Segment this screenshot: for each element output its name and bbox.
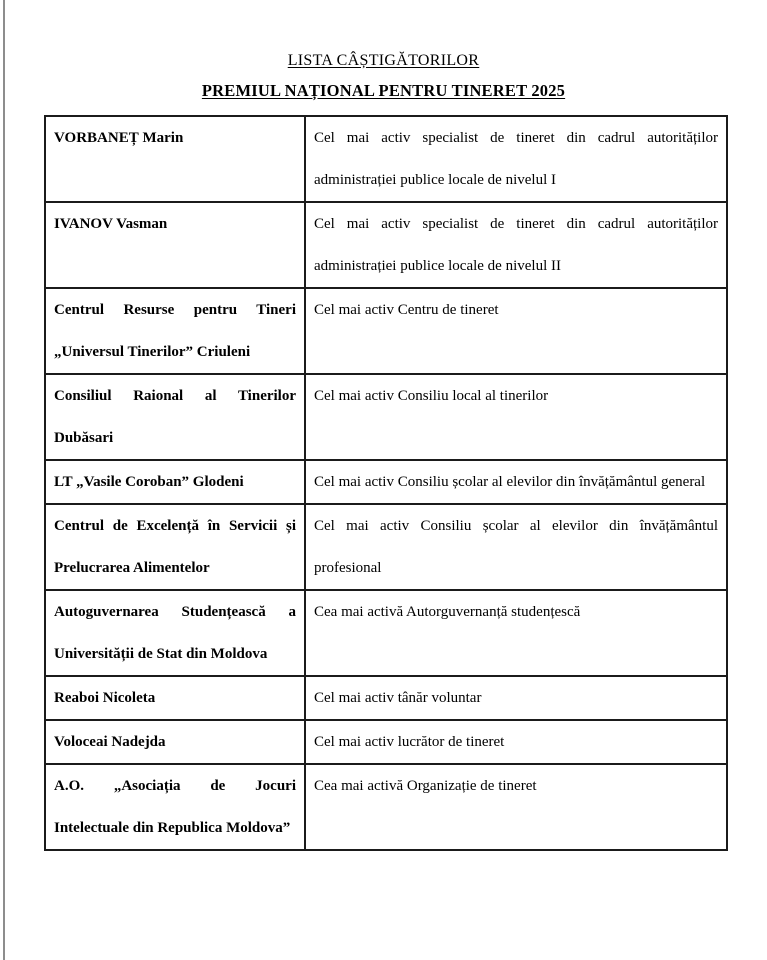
table-row <box>45 374 727 460</box>
page-edge-line <box>3 0 5 960</box>
winner-cell: VORBANEȚ Marin <box>45 116 305 202</box>
table-row <box>45 202 727 288</box>
winner-cell: Centrul Resurse pentru Tineri „Universul Tinerilor” Criuleni <box>45 288 305 374</box>
table-row <box>45 764 727 850</box>
winner-cell: A.O. „Asociația de Jocuri Intelectuale din Republica Moldova” <box>45 764 305 850</box>
award-cell: Cel mai activ specialist de tineret din cadrul autorităților administrației publice locale de nivelul I <box>305 116 727 202</box>
table-row <box>45 720 727 764</box>
winner-cell: IVANOV Vasman <box>45 202 305 288</box>
table-row <box>45 288 727 374</box>
winner-cell: Reaboi Nicoleta <box>45 676 305 720</box>
award-cell: Cea mai activă Autorguvernanță studențescă <box>305 590 727 676</box>
award-cell: Cel mai activ lucrător de tineret <box>305 720 727 764</box>
document-subtitle: PREMIUL NAȚIONAL PENTRU TINERET 2025 <box>201 81 566 100</box>
winner-cell: Autoguvernarea Studențească a Universității de Stat din Moldova <box>45 590 305 676</box>
table-row <box>45 460 727 504</box>
table-row <box>45 116 727 202</box>
winners-table <box>44 115 728 851</box>
winner-cell: Consiliul Raional al Tinerilor Dubăsari <box>45 374 305 460</box>
winner-cell: LT „Vasile Coroban” Glodeni <box>45 460 305 504</box>
award-cell: Cel mai activ specialist de tineret din cadrul autorităților administrației publice locale de nivelul II <box>305 202 727 288</box>
winner-cell: Centrul de Excelență în Servicii și Prelucrarea Alimentelor <box>45 504 305 590</box>
award-cell: Cel mai activ Consiliu școlar al elevilor din învățământul profesional <box>305 504 727 590</box>
winner-cell: Voloceai Nadejda <box>45 720 305 764</box>
document-title: LISTA CÂȘTIGĂTORILOR <box>287 52 480 69</box>
table-row <box>45 590 727 676</box>
table-row <box>45 676 727 720</box>
award-cell: Cea mai activă Organizație de tineret <box>305 764 727 850</box>
award-cell: Cel mai activ tânăr voluntar <box>305 676 727 720</box>
award-cell: Cel mai activ Consiliu local al tinerilor <box>305 374 727 460</box>
award-cell: Cel mai activ Centru de tineret <box>305 288 727 374</box>
award-cell: Cel mai activ Consiliu școlar al elevilor din învățământul general <box>305 460 727 504</box>
table-row <box>45 504 727 590</box>
document-header <box>0 52 767 101</box>
